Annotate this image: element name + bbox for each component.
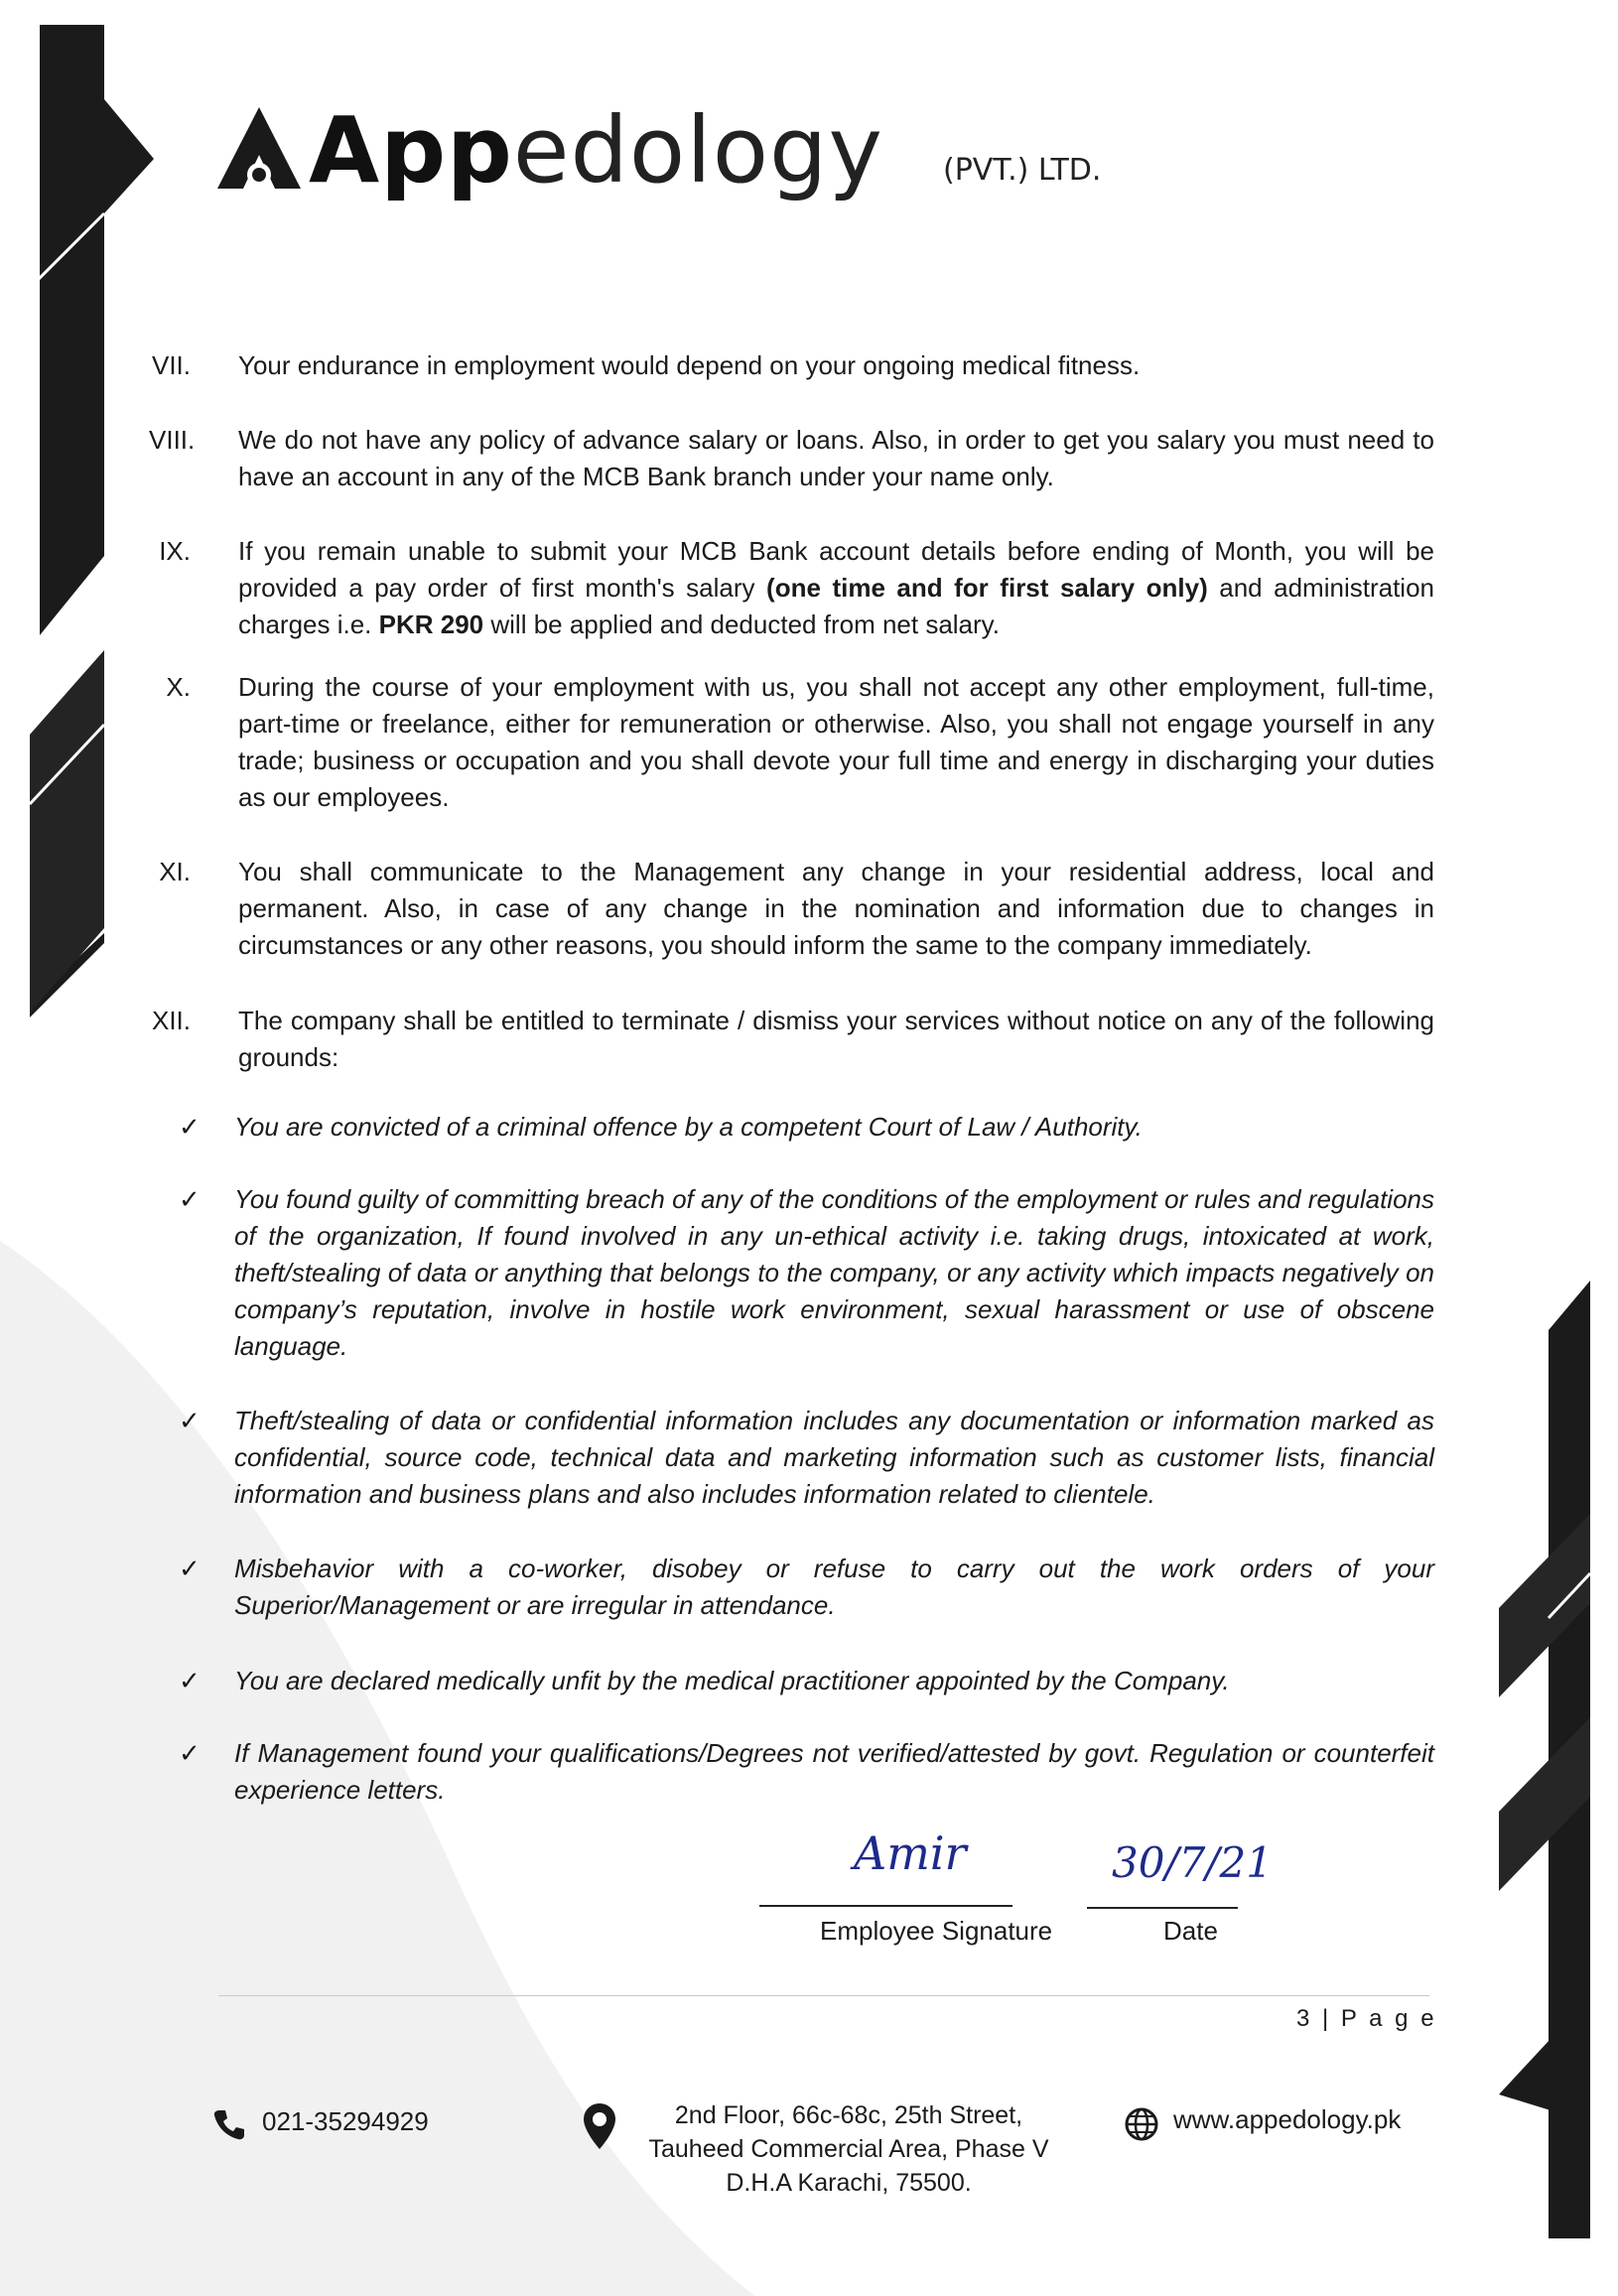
clause-number: VIII. bbox=[149, 425, 196, 455]
checkmark-icon: ✓ bbox=[179, 1112, 201, 1142]
ground-item bbox=[179, 1403, 1434, 1513]
clause-text-bold: (one time and for first salary only) bbox=[766, 573, 1208, 603]
clause-xii bbox=[149, 1003, 1434, 1076]
footer-address bbox=[615, 2098, 1082, 2200]
clause-text-part: If you remain unable to submit your MCB Bank account details before ending of Month, you will be provided a pay order of first month's salary bbox=[238, 536, 1434, 603]
clause-ix bbox=[149, 533, 1434, 643]
date-label: Date bbox=[1163, 1916, 1218, 1946]
footer-divider bbox=[218, 1995, 1429, 1996]
ground-item bbox=[179, 1663, 1434, 1699]
globe-icon bbox=[1124, 2106, 1159, 2142]
checkmark-icon: ✓ bbox=[179, 1553, 201, 1583]
signature-line bbox=[759, 1905, 1012, 1907]
checkmark-icon: ✓ bbox=[179, 1406, 201, 1435]
clause-text-part: and administration charges i.e. bbox=[238, 573, 1434, 639]
address-line: D.H.A Karachi, 75500. bbox=[726, 2169, 972, 2197]
left-decorative-stripe bbox=[0, 0, 159, 1072]
page-number: 3 | P a g e bbox=[1296, 2005, 1437, 2032]
logo-wordmark-bold: App bbox=[309, 97, 513, 203]
clause-number: VII. bbox=[151, 350, 191, 380]
employee-signature-label: Employee Signature bbox=[820, 1916, 1053, 1946]
clause-text: Your endurance in employment would depend on your ongoing medical fitness. bbox=[238, 350, 1141, 380]
location-pin-icon bbox=[583, 2102, 616, 2150]
ground-text: You are convicted of a criminal offence by a competent Court of Law / Authority. bbox=[234, 1112, 1143, 1142]
logo-mark-icon bbox=[213, 103, 305, 195]
ground-item bbox=[179, 1181, 1434, 1365]
address-line: 2nd Floor, 66c-68c, 25th Street, bbox=[674, 2101, 1023, 2129]
ground-item bbox=[179, 1109, 1434, 1146]
ground-text: Misbehavior with a co-worker, disobey or refuse to carry out the work orders of your Superior/Management or are irregular in attendance. bbox=[234, 1553, 1434, 1620]
clause-text: The company shall be entitled to terminate / dismiss your services without notice on any of the following grounds: bbox=[238, 1006, 1434, 1072]
clause-text bbox=[238, 533, 1434, 643]
clause-text: During the course of your employment with us, you shall not accept any other employment, full-time, part-time or freelance, either for remuneration or otherwise. Also, you shall not engage yourself in any trade; business or occupation and you shall devote your full time and energy in discharging your duties as our employees. bbox=[238, 672, 1434, 812]
footer-phone: 021-35294929 bbox=[262, 2106, 429, 2136]
ground-text: If Management found your qualifications/Degrees not verified/attested by govt. Regulation or counterfeit experience letters. bbox=[234, 1738, 1434, 1805]
clause-number: XI. bbox=[159, 857, 191, 886]
clause-number: XII. bbox=[151, 1006, 191, 1035]
logo-wordmark-light: edology bbox=[512, 97, 883, 203]
handwritten-date: 30/7/21 bbox=[1112, 1838, 1273, 1887]
logo-suffix: (PVT.) LTD. bbox=[943, 153, 1102, 188]
right-decorative-stripe bbox=[1489, 1261, 1618, 2253]
ground-text: You found guilty of committing breach of any of the conditions of the employment or rules and regulations of the organization, If found involved in any un-ethical activity i.e. taking drugs, intoxicated at work, theft/stealing of data or anything that belongs to the company, or any activity which impacts negatively on company’s reputation, involve in hostile work environment, sexual harassment or use of obscene language. bbox=[234, 1184, 1434, 1361]
clause-xi bbox=[149, 854, 1434, 964]
clause-number: X. bbox=[166, 672, 191, 702]
address-line: Tauheed Commercial Area, Phase V bbox=[648, 2135, 1049, 2163]
ground-item bbox=[179, 1735, 1434, 1809]
clause-number: IX. bbox=[159, 536, 191, 566]
clause-text-part: will be applied and deducted from net salary. bbox=[483, 609, 1000, 639]
date-line bbox=[1087, 1907, 1238, 1909]
employee-signature: Amir bbox=[854, 1826, 967, 1880]
checkmark-icon: ✓ bbox=[179, 1738, 201, 1768]
footer-website[interactable]: www.appedology.pk bbox=[1173, 2104, 1402, 2134]
checkmark-icon: ✓ bbox=[179, 1666, 201, 1695]
clause-text-bold: PKR 290 bbox=[378, 609, 484, 639]
phone-icon bbox=[212, 2107, 246, 2141]
clause-vii bbox=[149, 347, 1434, 384]
logo-wordmark bbox=[309, 91, 883, 210]
clause-viii bbox=[149, 422, 1434, 495]
clause-text: We do not have any policy of advance salary or loans. Also, in order to get you salary you must need to have an account in any of the MCB Bank branch under your name only. bbox=[238, 425, 1434, 491]
ground-text: You are declared medically unfit by the medical practitioner appointed by the Company. bbox=[234, 1666, 1230, 1695]
checkmark-icon: ✓ bbox=[179, 1184, 201, 1214]
clause-x bbox=[149, 669, 1434, 816]
clause-text: You shall communicate to the Management any change in your residential address, local and permanent. Also, in case of any change in the nomination and information due to changes in circumstances or any other reasons, you should inform the same to the company immediately. bbox=[238, 857, 1434, 960]
ground-item bbox=[179, 1551, 1434, 1624]
ground-text: Theft/stealing of data or confidential information includes any documentation or information marked as confidential, source code, technical data and marketing information such as customer lists, financial information and business plans and also includes information related to clientele. bbox=[234, 1406, 1434, 1509]
